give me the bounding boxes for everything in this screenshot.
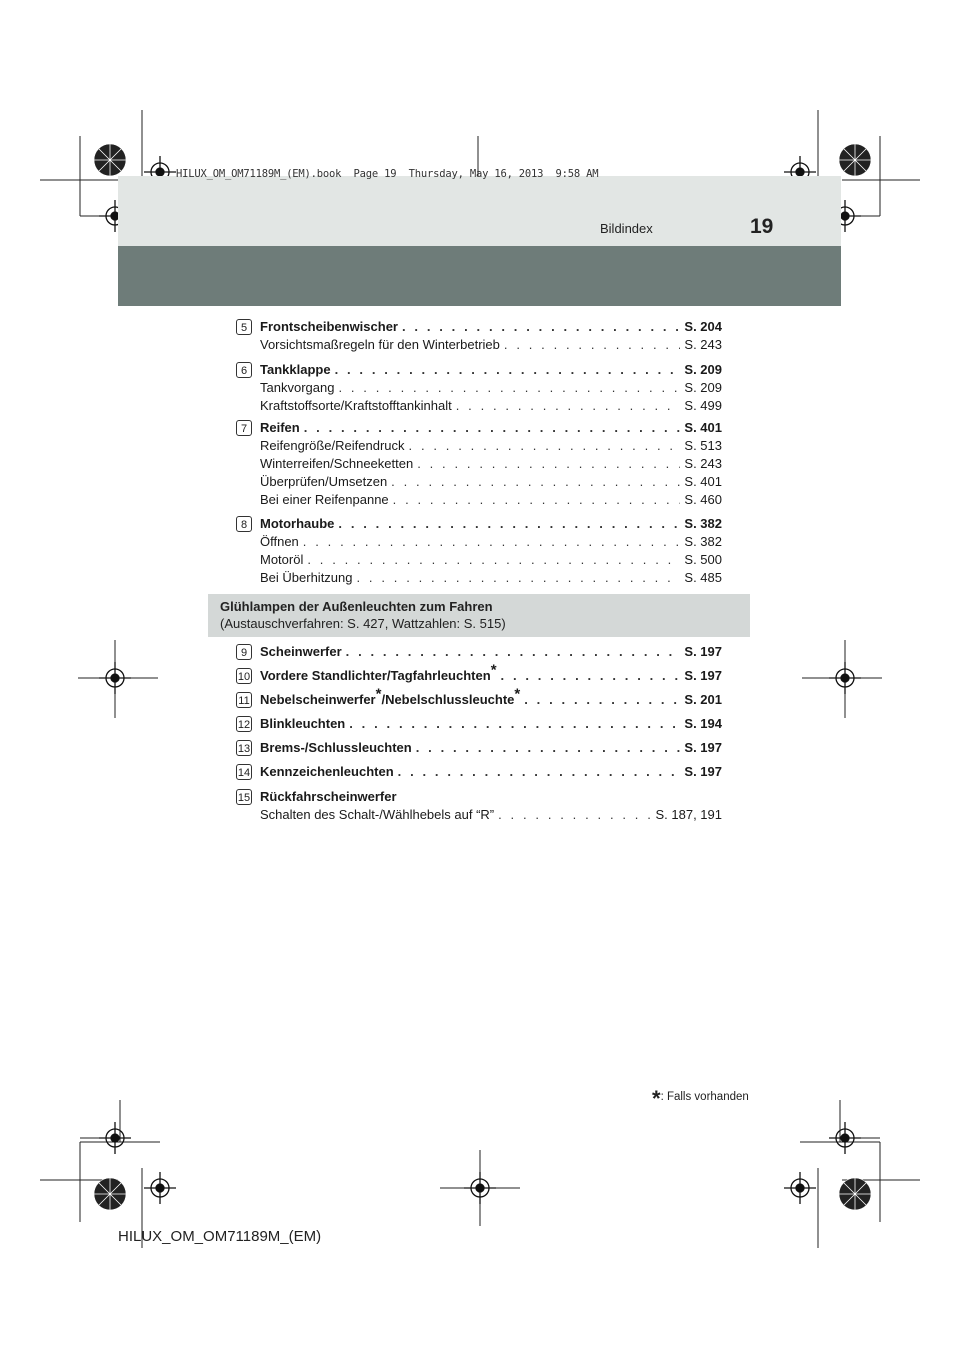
page-ref[interactable]: S. 382: [684, 534, 722, 549]
entry-row: [260, 437, 722, 455]
page-ref[interactable]: S. 500: [684, 552, 722, 567]
entry-row: [260, 515, 722, 533]
leader-dots: [338, 379, 680, 397]
entry-label: Rückfahrscheinwerfer: [260, 789, 397, 804]
item-number-badge: 6: [236, 362, 252, 378]
leader-dots: [409, 437, 681, 455]
entry-label: Überprüfen/Umsetzen: [260, 474, 388, 489]
entry-label: Reifengröße/Reifendruck: [260, 438, 405, 453]
item-number-badge: 11: [236, 692, 252, 708]
entry-row: [260, 491, 722, 509]
entry-label: Tankvorgang: [260, 380, 335, 395]
page-ref[interactable]: S. 194: [684, 716, 722, 731]
page-ref[interactable]: S. 460: [684, 492, 722, 507]
entry-label: Tankklappe: [260, 362, 331, 377]
item-number-badge: 7: [236, 420, 252, 436]
page-ref[interactable]: S. 382: [684, 516, 722, 531]
entry-row: [260, 763, 722, 781]
page-ref[interactable]: S. 201: [684, 692, 722, 707]
item-number-badge: 13: [236, 740, 252, 756]
entry-row: [260, 806, 722, 824]
item-number-badge: 10: [236, 668, 252, 684]
entry-label: Kennzeichenleuchten: [260, 764, 394, 779]
section-title: Bildindex: [600, 221, 653, 236]
entry-label: Blinkleuchten: [260, 716, 346, 731]
leader-dots: [357, 569, 681, 587]
item-number-badge: 15: [236, 789, 252, 805]
item-number-badge: 12: [236, 716, 252, 732]
entry-row: [260, 379, 722, 397]
bulb-section-box: [208, 594, 750, 637]
entry-row: [260, 551, 722, 569]
entry-label: Brems-/Schlussleuchten: [260, 740, 412, 755]
leader-dots: [335, 361, 681, 379]
leader-dots: [402, 318, 680, 336]
header-band-light: [118, 176, 841, 246]
item-number-badge: 8: [236, 516, 252, 532]
optional-asterisk: *: [490, 661, 497, 679]
footnote-text: : Falls vorhanden: [660, 1091, 749, 1103]
page-ref[interactable]: S. 401: [684, 474, 722, 489]
leader-dots: [303, 533, 681, 551]
page-ref[interactable]: S. 485: [684, 570, 722, 585]
entry-label: Vorsichtsmaßregeln für den Winterbetrieb: [260, 337, 500, 352]
entry-label: Nebelscheinwerfer: [260, 692, 376, 707]
leader-dots: [393, 491, 681, 509]
leader-dots: [498, 806, 651, 824]
leader-dots: [504, 336, 681, 354]
page-ref[interactable]: S. 197: [684, 644, 722, 659]
entry-label: Winterreifen/Schneeketten: [260, 456, 414, 471]
entry-row: [260, 419, 722, 437]
entry-row: [260, 336, 722, 354]
entry-row: [260, 473, 722, 491]
leader-dots: [349, 715, 680, 733]
footnote: [652, 1080, 749, 1111]
book-stamp: HILUX_OM_OM71189M_(EM).book Page 19 Thursday, May 16, 2013 9:58 AM: [176, 168, 599, 180]
document-code: HILUX_OM_OM71189M_(EM): [118, 1228, 322, 1245]
leader-dots: [524, 691, 680, 709]
leader-dots: [416, 739, 681, 757]
leader-dots: [346, 643, 681, 661]
entry-row: [260, 361, 722, 379]
leader-dots: [391, 473, 680, 491]
entry-label: Vordere Standlichter/Tagfahrleuchten: [260, 668, 491, 683]
entry-row: [260, 643, 722, 661]
leader-dots: [398, 763, 681, 781]
entry-label: Bei Überhitzung: [260, 570, 353, 585]
leader-dots: [338, 515, 680, 533]
leader-dots: [501, 667, 681, 685]
item-number-badge: 14: [236, 764, 252, 780]
page-number: 19: [750, 215, 774, 238]
entry-row: [260, 318, 722, 336]
entry-label: Schalten des Schalt-/Wählhebels auf “R”: [260, 807, 495, 822]
page-ref[interactable]: S. 204: [684, 319, 722, 334]
optional-asterisk: *: [514, 685, 521, 703]
entry-label: Frontscheibenwischer: [260, 319, 398, 334]
entry-label: Motorhaube: [260, 516, 335, 531]
page-ref[interactable]: S. 197: [684, 740, 722, 755]
entry-row: [260, 569, 722, 587]
entry-row: [260, 533, 722, 551]
leader-dots: [456, 397, 681, 415]
page-ref[interactable]: S. 243: [684, 456, 722, 471]
entry-label: Scheinwerfer: [260, 644, 342, 659]
page-ref[interactable]: S. 197: [684, 764, 722, 779]
item-number-badge: 9: [236, 644, 252, 660]
page-ref[interactable]: S. 499: [684, 398, 722, 413]
entry-row: [260, 455, 722, 473]
leader-dots: [307, 551, 680, 569]
leader-dots: [304, 419, 681, 437]
item-number-badge: 5: [236, 319, 252, 335]
entry-label: Bei einer Reifenpanne: [260, 492, 389, 507]
page-ref[interactable]: S. 513: [684, 438, 722, 453]
header-band-dark: [118, 246, 841, 306]
entry-row: [260, 715, 722, 733]
entry-row: [260, 788, 722, 806]
entry-row: [260, 397, 722, 415]
entry-label: Motoröl: [260, 552, 304, 567]
footnote-asterisk: *: [652, 1086, 661, 1111]
entry-row: [260, 661, 722, 685]
bulb-section-subtitle: (Austauschverfahren: S. 427, Wattzahlen: S. 515): [220, 616, 506, 631]
page-ref[interactable]: S. 187, 191: [655, 807, 722, 822]
page-ref[interactable]: S. 243: [684, 337, 722, 352]
entry-label: /Nebelschlussleuchte: [381, 692, 515, 707]
optional-asterisk: *: [375, 685, 382, 703]
entry-label: Kraftstoffsorte/Kraftstofftankinhalt: [260, 398, 452, 413]
page-ref[interactable]: S. 209: [684, 380, 722, 395]
entry-label: Öffnen: [260, 534, 299, 549]
entry-row: [260, 739, 722, 757]
page-ref[interactable]: S. 401: [684, 420, 722, 435]
entry-row: [260, 685, 722, 709]
page-ref[interactable]: S. 197: [684, 668, 722, 683]
leader-dots: [417, 455, 680, 473]
page-ref[interactable]: S. 209: [684, 362, 722, 377]
entry-label: Reifen: [260, 420, 300, 435]
bulb-section-title: Glühlampen der Außenleuchten zum Fahren: [220, 599, 493, 614]
